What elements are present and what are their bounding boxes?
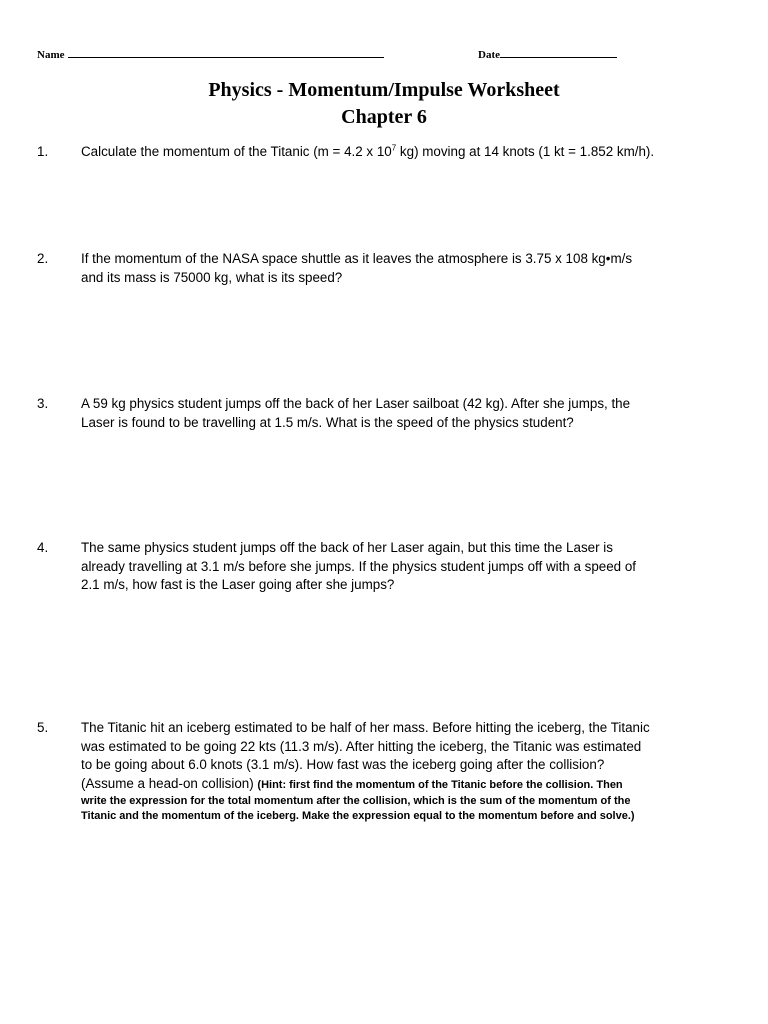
question-text bbox=[81, 719, 741, 824]
question-line: If the momentum of the NASA space shuttle as it leaves the atmosphere is 3.75 x 108 kg•m/s bbox=[81, 251, 633, 266]
question-line bbox=[81, 143, 741, 162]
hint-block bbox=[81, 794, 741, 824]
exponent: 7 bbox=[391, 143, 397, 153]
worksheet-subtitle: Chapter 6 bbox=[341, 106, 427, 128]
question-number: 2. bbox=[37, 251, 49, 266]
hint-line: write the expression for the total momentum after the collision, which is the sum of the momentum of the bbox=[81, 795, 631, 807]
date-blank-line[interactable] bbox=[500, 46, 617, 58]
question-line: and its mass is 75000 kg, what is its speed? bbox=[81, 269, 343, 285]
question-line: Laser is found to be travelling at 1.5 m/s. What is the speed of the physics student? bbox=[81, 414, 574, 430]
question-line bbox=[81, 775, 741, 795]
name-blank-line[interactable] bbox=[68, 46, 384, 58]
header-row bbox=[37, 46, 737, 62]
question-number: 3. bbox=[37, 396, 49, 411]
hint-text: (Hint: first find the momentum of the Titanic before the collision. Then bbox=[257, 778, 623, 791]
question-line: The same physics student jumps off the back of her Laser again, but this time the Laser is bbox=[81, 540, 613, 555]
question-text bbox=[81, 143, 741, 162]
question-text-part: Calculate the momentum of the Titanic (m = 4.2 x 10 bbox=[81, 144, 392, 159]
worksheet-title: Physics - Momentum/Impulse Worksheet bbox=[208, 79, 560, 101]
question-text bbox=[81, 395, 741, 432]
question-number: 5. bbox=[37, 720, 49, 735]
question-line: A 59 kg physics student jumps off the back of her Laser sailboat (42 kg). After she jumps, the bbox=[81, 396, 631, 411]
question-text-part: (Assume a head-on collision) bbox=[81, 775, 258, 791]
date-field bbox=[478, 46, 617, 61]
name-label: Name bbox=[37, 49, 65, 61]
name-field bbox=[37, 46, 384, 61]
question-number: 1. bbox=[37, 144, 49, 159]
question-number: 4. bbox=[37, 540, 49, 555]
date-label: Date bbox=[478, 49, 500, 61]
question-line: already travelling at 3.1 m/s before she jumps. If the physics student jumps off with a speed of bbox=[81, 558, 637, 574]
question-line: to be going about 6.0 knots (3.1 m/s). How fast was the iceberg going after the collision? bbox=[81, 757, 605, 772]
question-text bbox=[81, 539, 741, 595]
question-line: was estimated to be going 22 kts (11.3 m/s). After hitting the iceberg, the Titanic was estimated bbox=[81, 738, 642, 754]
hint-line: Titanic and the momentum of the iceberg. Make the expression equal to the momentum before and solve.) bbox=[81, 810, 635, 822]
question-text bbox=[81, 250, 741, 287]
question-line: 2.1 m/s, how fast is the Laser going after she jumps? bbox=[81, 577, 395, 592]
question-text-part: kg) moving at 14 knots (1 kt = 1.852 km/h). bbox=[396, 144, 655, 159]
question-line: The Titanic hit an iceberg estimated to be half of her mass. Before hitting the iceberg, the Titanic bbox=[81, 720, 650, 735]
